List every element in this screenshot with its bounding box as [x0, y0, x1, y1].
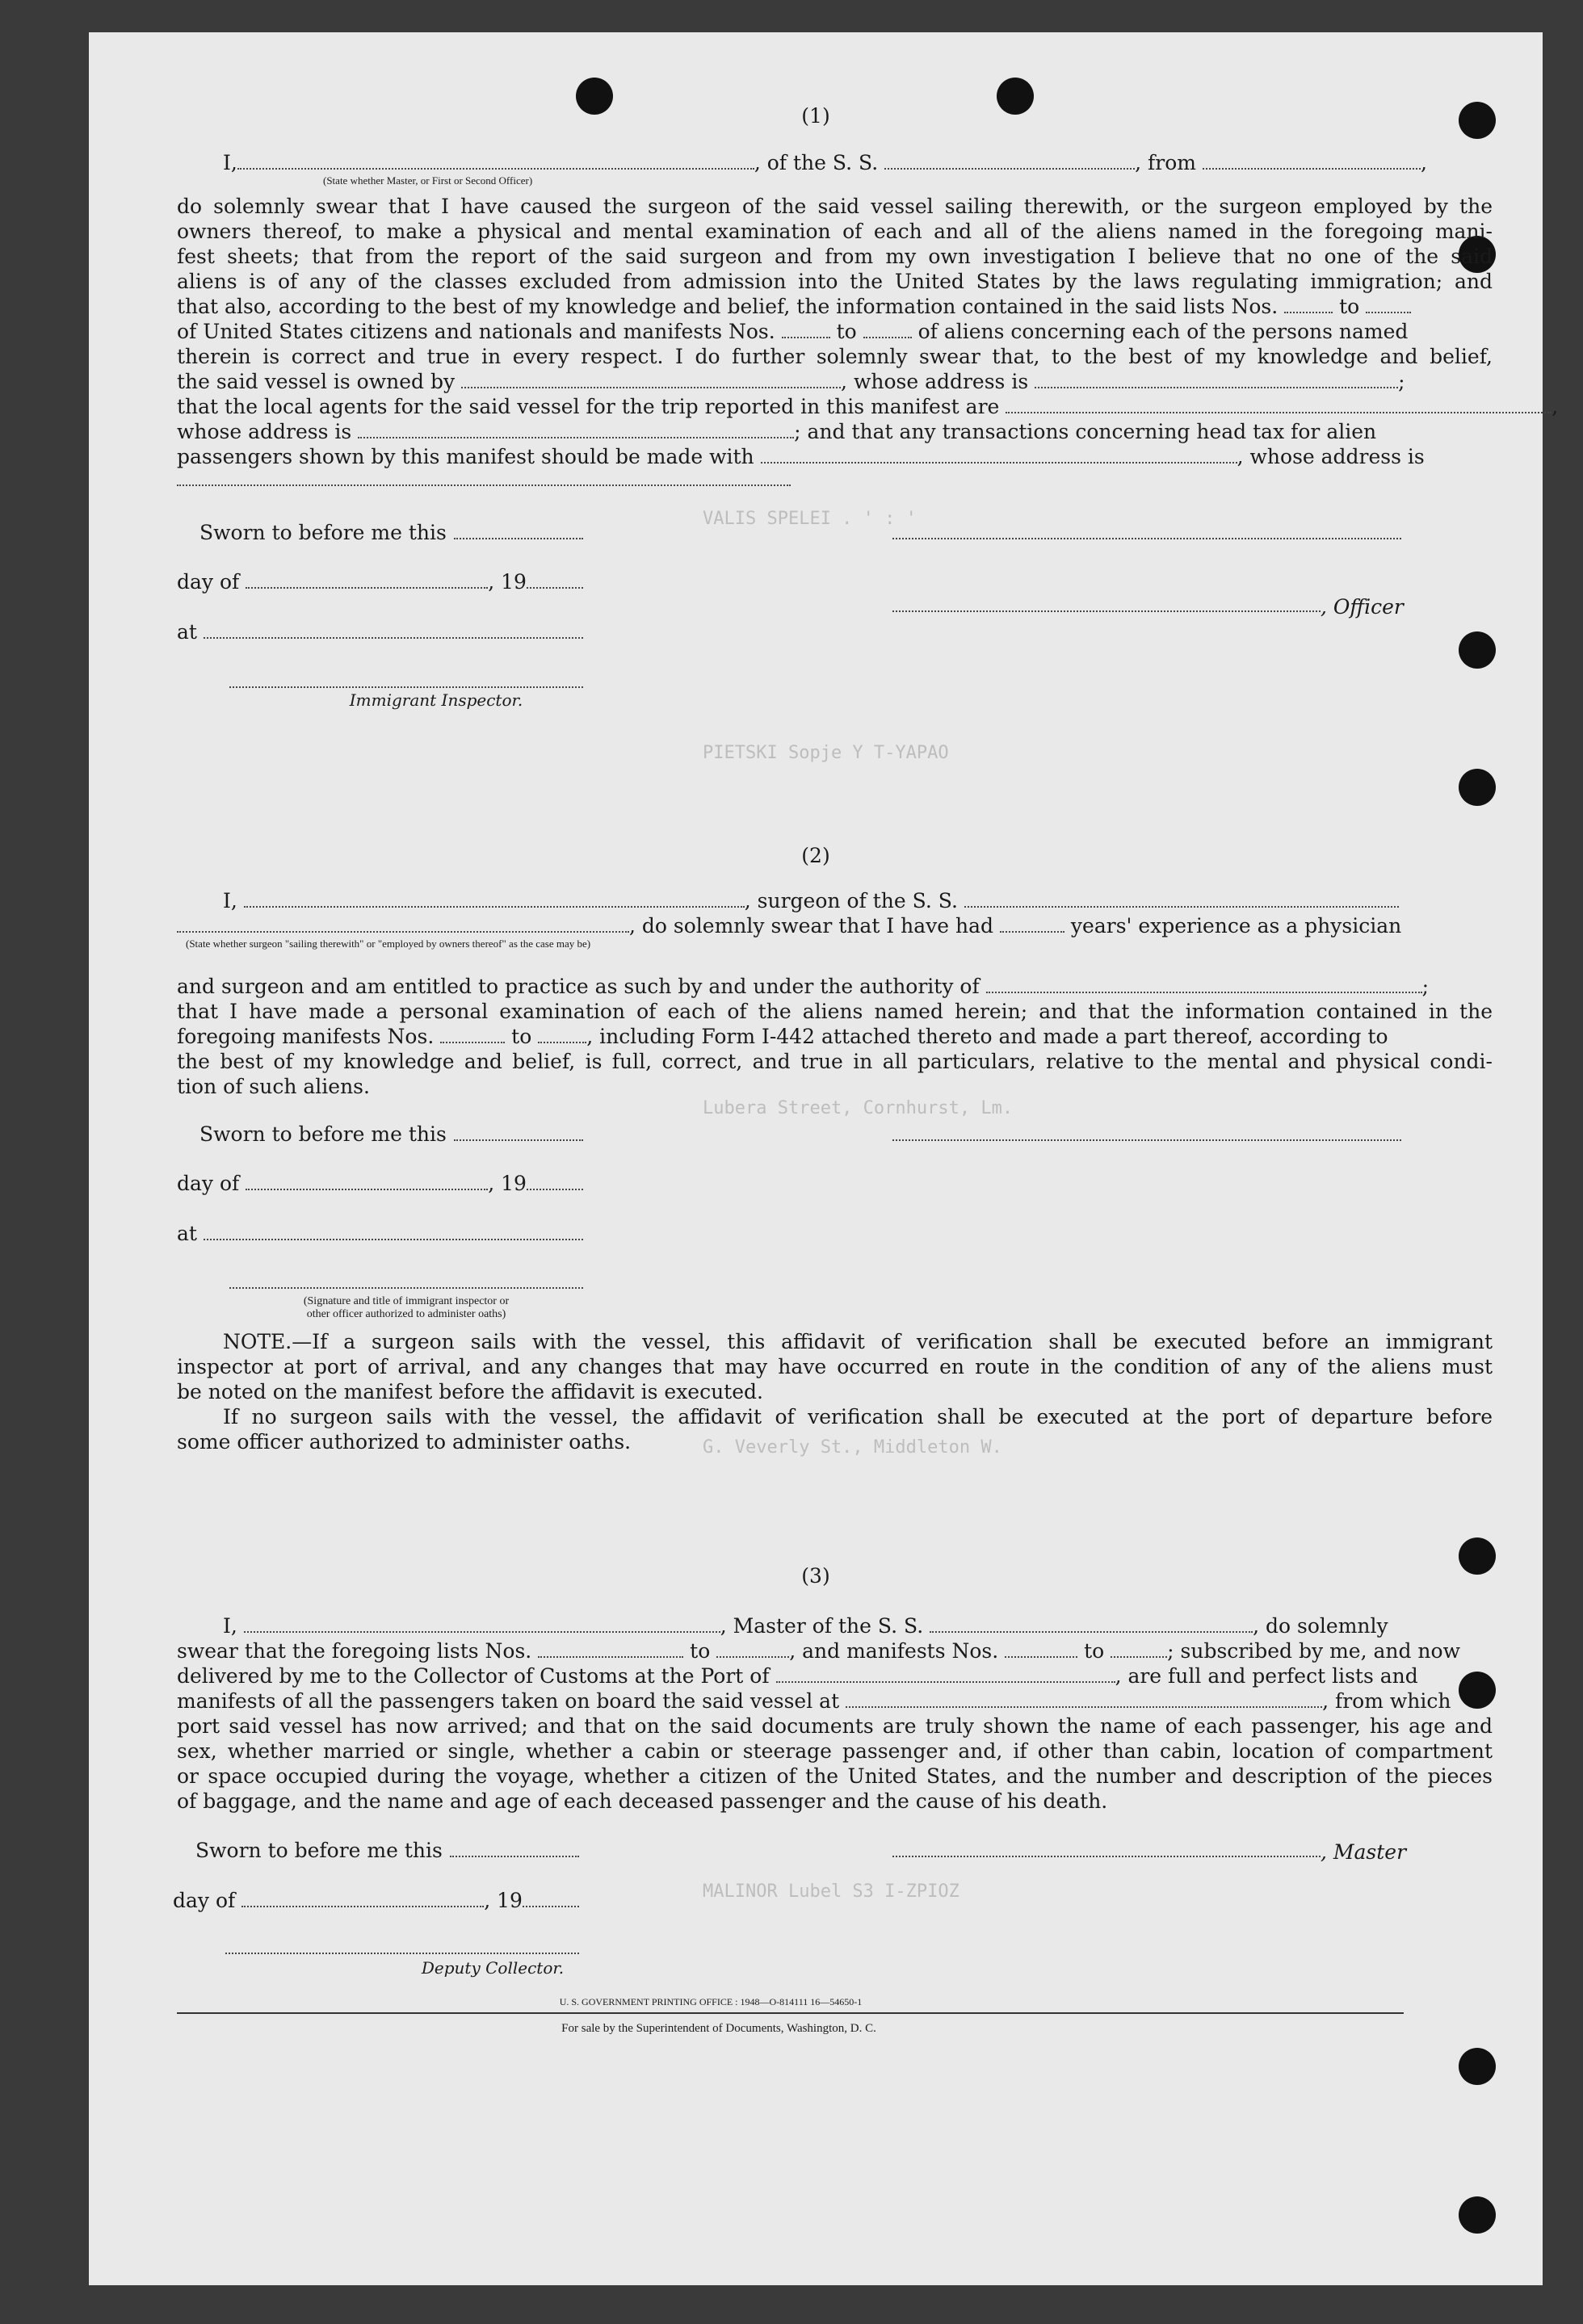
year-label: , 19 — [484, 1889, 523, 1912]
sworn-label: Sworn to before me this — [195, 1839, 443, 1862]
tax-text: ; and that any transactions concerning head tax for alien — [794, 420, 1377, 443]
master-vessel-field[interactable] — [930, 1615, 1253, 1633]
punch-hole — [1459, 102, 1496, 139]
year-field[interactable] — [527, 571, 583, 589]
surgeon-text-line: the best of my knowledge and belief, is full, correct, and true in all particulars, relative to the mental and physical condi- — [177, 1050, 1493, 1073]
authority-line: and surgeon and am entitled to practice as such by and under the authority of ; — [177, 975, 1430, 998]
inspector-signature-field[interactable] — [229, 1287, 583, 1289]
swear-text: , do solemnly swear that I have had — [629, 914, 994, 938]
manifests-to-field[interactable] — [538, 1026, 586, 1043]
authority-field[interactable] — [986, 975, 1422, 993]
sworn-day-field[interactable] — [450, 1856, 579, 1857]
manifests-of-text: manifests of all the passengers taken on board the said vessel at — [177, 1689, 840, 1713]
signature-caption: other officer authorized to administer oaths) — [306, 1308, 506, 1320]
i-label: I, — [223, 889, 237, 912]
month-field[interactable] — [246, 571, 488, 589]
surgeon-text-line: tion of such aliens. — [177, 1075, 370, 1098]
note-line: some officer authorized to administer oaths. — [177, 1430, 632, 1454]
signature-caption: (Signature and title of immigrant inspector or — [303, 1295, 510, 1307]
sale-notice: For sale by the Superintendent of Documents, Washington, D. C. — [561, 2022, 876, 2035]
officer-caption: (State whether Master, or First or Second Officer) — [323, 174, 533, 187]
agents-field[interactable] — [1006, 396, 1552, 413]
officer-label: , Officer — [1321, 595, 1404, 619]
manifests-from-field[interactable] — [782, 321, 830, 338]
manifests-text: of United States citizens and nationals and manifests Nos. — [177, 320, 775, 343]
year-label: , 19 — [488, 570, 527, 594]
at-label: at — [177, 620, 197, 644]
master-text-line: or space occupied during the voyage, whether a citizen of the United States, and the number and description of the pieces — [177, 1764, 1493, 1788]
from-label: , from — [1135, 151, 1196, 174]
vessel-name-field[interactable] — [884, 152, 1135, 170]
section-number: (1) — [801, 104, 830, 128]
year-label: , 19 — [488, 1172, 527, 1195]
lists-to-field[interactable] — [716, 1640, 789, 1658]
punch-hole — [1459, 2196, 1496, 2234]
form-page: VALIS SPELEI . ' : ' PIETSKI Sopje Y T-YAPAO Lubera Street, Cornhurst, Lm. G. Veverly St., Middleton W. MALINOR Lubel S3 I-ZPIOZ (1) I, , of the S. S. , from , (State whether Master, or First or Second Officer) do solemnly swear that I have caused the surgeon of the said vessel sailing therewith, or the surgeon employed by the owners thereof, to make a physical and mental examination of each and all of the aliens named in the foregoing mani- fest sheets; that from the report of the said surgeon and from my own investigation I believe that no one of the said aliens is of any of the classes excluded from admission into the United States by the laws regulating immigration; and that also, according to the best of my knowledge and belief, the information contained in the said lists Nos. to of United States citizens and nationals and manifests Nos. to of aliens concerning each of the persons named therein is correct and true in every respect. I do further solemnly swear that, to the best of my knowledge and belief, the said vessel is owned by , whose address is ; that the local agents for the said vessel for the trip reported in this manifest are , whose address is ; and that any transactions concerning head tax for alien passengers shown by this manifest should be made with , whose address is Sworn to before me this day of , 19 , Officer at Immigrant Inspector. (2) I, , surgeon of the S. S. , do solemnly swear that I have had years' experience as a physician (State whether surgeon "sailing therewith" or "employed by owners thereof" as the case may be) and surgeon and am entitled to practice as such by and under the authority of ; that I have made a personal examination of each of the aliens named herein; and that the information contained in the foregoing manifests Nos. to , including Form I-442 attached thereto and made a part thereof, according to the best of my knowledge and belief, is full, correct, and true in all particulars, relative to the mental and physical condi- tion of such aliens. Sworn to before me this day of , 19 at (Signature and title of immigrant inspector or other officer authorized to administer oaths) NOTE.—If a surgeon sails with the vessel, this affidavit of verification shall be executed before an immigrant inspector at port of arrival, and any changes that may have occurred en route in the condition of any of the aliens must be noted on the manifest before the affidavit is executed. If no surgeon sails with the vessel, the affidavit of verification shall be executed at the port of departure before some officer authorized to administer oaths. (3) I, , Master of the S. S. , do solemnly swear that the foregoing lists Nos. to , and manifests Nos. to ; subscribed by me, and now delivered by me to the Collector of Customs at the Port of , are full and perfect lists and manifests of all the passengers taken on board the said vessel at , from which port said vessel has now arrived; and that on the said documents are truly shown the name of each passenger, his age and sex, whether married or single, whether a cabin or steerage passenger and, if other than cabin, location of compartment or space occupied during the voyage, whether a citizen of the United States, and the number and description of the pieces of baggage, and the name and age of each deceased passenger and the cause of his death. Sworn to before me this , Master day of , 19 Deputy Collector. U. S. GOVERNMENT PRINTING OFFICE : 1948—O-814111 16—54650-1 For sale by the Superintendent of Documents, Washington, D. C. — [89, 32, 1543, 2285]
agent-address-line — [177, 419, 1376, 444]
agents-line: that the local agents for the said vessel for the trip reported in this manifest are , — [177, 395, 1559, 418]
of-ss-label: , of the S. S. — [754, 151, 879, 174]
day-of-label: day of — [173, 1889, 236, 1912]
oath-text-line: do solemnly swear that I have caused the surgeon of the said vessel sailing therewith, or the surgeon employed by the — [177, 195, 1493, 218]
of-aliens-text: of aliens concerning each of the persons named — [917, 320, 1409, 343]
punch-hole — [1459, 1537, 1496, 1575]
and-manifests-text: , and manifests Nos. — [789, 1639, 999, 1663]
to-label: to — [690, 1639, 711, 1663]
full-perfect-text: , are full and perfect lists and — [1115, 1664, 1418, 1688]
note-line: NOTE.—If a surgeon sails with the vessel, this affidavit of verification shall be executed before an immigrant — [223, 1330, 1493, 1353]
master-text-line: of baggage, and the name and age of each deceased passenger and the cause of his death. — [177, 1789, 1108, 1813]
experience-line — [177, 913, 1401, 938]
passengers-text: passengers shown by this manifest should be made with — [177, 445, 754, 468]
whose-address-label: , whose address is — [841, 370, 1029, 393]
head-tax-line — [177, 444, 1425, 469]
manifests-from-field[interactable] — [440, 1026, 505, 1043]
punch-hole — [1459, 631, 1496, 669]
owned-by-text: the said vessel is owned by — [177, 370, 456, 393]
punch-hole — [1459, 2048, 1496, 2085]
years-text: years' experience as a physician — [1070, 914, 1402, 938]
surgeon-name-field[interactable] — [244, 890, 745, 908]
surgeon-signature-field[interactable] — [892, 1139, 1401, 1141]
punch-hole — [1459, 1672, 1496, 1709]
day-of-label: day of — [177, 570, 240, 594]
boarding-port-field[interactable] — [846, 1690, 1322, 1708]
i-label: I, — [223, 1614, 237, 1638]
owner-address-field[interactable] — [1035, 371, 1398, 388]
sworn-label: Sworn to before me this — [199, 1122, 447, 1146]
whose-address-label: , whose address is — [1237, 445, 1425, 468]
lists-from-field[interactable] — [1284, 296, 1333, 313]
collector-signature-field[interactable] — [225, 1953, 579, 1954]
swear-text: swear that the foregoing lists Nos. — [177, 1639, 532, 1663]
manifests-line — [177, 319, 1408, 344]
at-place-field[interactable] — [204, 637, 583, 639]
master-name-field[interactable] — [244, 1615, 720, 1633]
to-label: to — [511, 1025, 532, 1048]
day-of-line — [173, 1888, 579, 1913]
inspector-label: Immigrant Inspector. — [349, 690, 523, 710]
at-label: at — [177, 1222, 197, 1245]
surgeon-status-field[interactable] — [177, 915, 629, 933]
oath-line-1: I, , of the S. S. , from , — [223, 151, 1427, 174]
boarded-line — [177, 1688, 1451, 1714]
head-tax-agent-field[interactable] — [761, 446, 1237, 464]
section-number: (3) — [801, 1564, 830, 1588]
surgeon-line — [223, 888, 1399, 913]
owner-field[interactable] — [461, 371, 841, 388]
surgeon-of-label: , surgeon of the S. S. — [744, 889, 958, 912]
manifests-text: foregoing manifests Nos. — [177, 1025, 435, 1048]
surgeon-caption: (State whether surgeon "sailing therewith" or "employed by owners thereof" as the case may be) — [186, 938, 591, 950]
delivered-line — [177, 1663, 1418, 1688]
deputy-collector-label: Deputy Collector. — [421, 1958, 565, 1978]
month-field[interactable] — [246, 1172, 488, 1190]
surgeon-text-line: that I have made a personal examination of each of the aliens named herein; and that the information contained in the — [177, 1000, 1493, 1023]
gpo-imprint: U. S. GOVERNMENT PRINTING OFFICE : 1948—O-814111 16—54650-1 — [559, 1996, 863, 2007]
to-label: to — [1339, 295, 1360, 318]
port-field[interactable] — [776, 1665, 1115, 1683]
whose-address-text: whose address is — [177, 420, 352, 443]
manifests-from-field[interactable] — [1005, 1640, 1077, 1658]
delivered-text: delivered by me to the Collector of Customs at the Port of — [177, 1664, 770, 1688]
section-number: (2) — [801, 844, 830, 867]
officer-signature-field[interactable] — [892, 538, 1401, 539]
lists-text: that also, according to the best of my knowledge and belief, the information contained in the said lists Nos. — [177, 295, 1279, 318]
subscribed-text: ; subscribed by me, and now — [1167, 1639, 1460, 1663]
lists-to-field[interactable] — [1366, 296, 1411, 313]
to-label: to — [836, 320, 857, 343]
master-signature-field[interactable] — [892, 1856, 1321, 1857]
authority-text: and surgeon and am entitled to practice as such by and under the authority of — [177, 975, 980, 998]
sworn-day-field[interactable] — [454, 538, 583, 539]
master-text-line: port said vessel has now arrived; and that on the said documents are truly shown the name of each passenger, his age and — [177, 1714, 1493, 1738]
footer-divider — [177, 2012, 1404, 2014]
agent-address-field[interactable] — [358, 421, 794, 438]
lists-line — [177, 294, 1411, 319]
oath-text-line: aliens is of any of the classes excluded from admission into the United States by the laws regulating immigration; and — [177, 270, 1493, 293]
manifests-to-field[interactable] — [863, 321, 912, 338]
to-label: to — [1084, 1639, 1105, 1663]
lists-from-field[interactable] — [538, 1640, 683, 1658]
owner-line: the said vessel is owned by , whose address is ; — [177, 370, 1405, 393]
master-of-label: , Master of the S. S. — [720, 1614, 924, 1638]
sworn-day-field[interactable] — [454, 1139, 583, 1141]
punch-hole — [1459, 769, 1496, 806]
from-port-field[interactable] — [1203, 152, 1421, 170]
surgeon-vessel-field[interactable] — [964, 890, 1399, 908]
day-of-line — [177, 569, 583, 594]
at-place-field[interactable] — [204, 1239, 583, 1240]
officer-title-field[interactable] — [892, 610, 1321, 612]
head-tax-address-field[interactable] — [177, 485, 791, 486]
year-field[interactable] — [527, 1172, 583, 1190]
lists-manifests-line — [177, 1638, 1460, 1663]
master-label: , Master — [1321, 1840, 1407, 1864]
manifests-form-line — [177, 1024, 1388, 1049]
note-line: If no surgeon sails with the vessel, the affidavit of verification shall be executed at the port of departure before — [223, 1405, 1493, 1428]
oath-text-line: therein is correct and true in every respect. I do further solemnly swear that, to the best of my knowledge and belief, — [177, 345, 1493, 368]
month-field[interactable] — [241, 1890, 484, 1907]
oath-text-line: fest sheets; that from the report of the said surgeon and from my own investigation I believe that no one of the said — [177, 245, 1493, 268]
note-line: be noted on the manifest before the affidavit is executed. — [177, 1380, 763, 1403]
do-solemnly-label: , do solemnly — [1253, 1614, 1388, 1638]
years-field[interactable] — [1000, 915, 1064, 933]
sworn-label: Sworn to before me this — [199, 521, 447, 544]
master-line — [223, 1613, 1388, 1638]
punch-hole — [997, 78, 1034, 115]
manifests-to-field[interactable] — [1111, 1640, 1167, 1658]
i-label: I, — [223, 151, 237, 174]
day-of-line — [177, 1171, 583, 1196]
from-which-text: , from which — [1322, 1689, 1451, 1713]
note-line: inspector at port of arrival, and any changes that may have occurred en route in the condition of any of the aliens must — [177, 1355, 1493, 1378]
oath-text-line: owners thereof, to make a physical and mental examination of each and all of the aliens named in the foregoing mani- — [177, 220, 1493, 243]
day-of-label: day of — [177, 1172, 240, 1195]
year-field[interactable] — [523, 1890, 579, 1907]
agents-text: that the local agents for the said vessel for the trip reported in this manifest are — [177, 395, 1000, 418]
master-text-line: sex, whether married or single, whether a cabin or steerage passenger and, if other than cabin, location of compartment — [177, 1739, 1493, 1763]
punch-hole — [576, 78, 613, 115]
form-text: , including Form I-442 attached thereto and made a part thereof, according to — [586, 1025, 1388, 1048]
officer-name-field[interactable] — [237, 152, 754, 170]
